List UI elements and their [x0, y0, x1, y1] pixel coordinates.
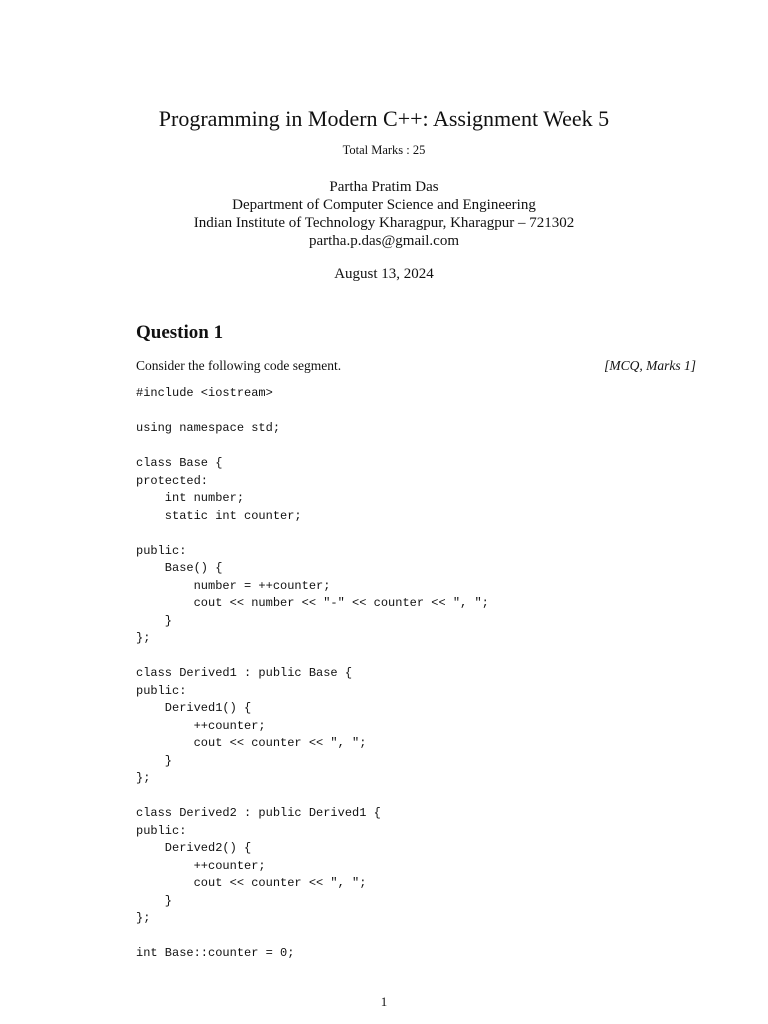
code-line: public: — [136, 823, 187, 838]
author-block — [0, 178, 768, 250]
document-date: August 13, 2024 — [334, 266, 434, 282]
author-email: partha.p.das@gmail.com — [308, 233, 460, 249]
code-line: class Base { — [136, 456, 223, 470]
code-line: protected: — [136, 473, 209, 488]
code-line: static int counter; — [136, 508, 302, 523]
code-line: Derived1() { — [136, 701, 252, 715]
code-line: Derived2() { — [136, 841, 252, 855]
code-line: class Derived2 : public Derived1 { — [136, 806, 381, 820]
code-line — [136, 403, 489, 421]
code-line: public: — [136, 543, 187, 558]
code-line — [136, 525, 489, 543]
code-line: number = ++counter; — [136, 578, 331, 593]
code-line — [136, 648, 489, 666]
code-line: class Derived1 : public Base { — [136, 666, 353, 680]
code-line: int number; — [136, 491, 245, 505]
code-line: public: — [136, 683, 187, 698]
author-name: Partha Pratim Das — [329, 179, 439, 195]
code-line: int Base::counter = 0; — [136, 946, 295, 960]
code-line: using namespace std; — [136, 421, 281, 435]
code-line: } — [136, 753, 173, 768]
question-tag: [MCQ, Marks 1] — [604, 358, 696, 373]
code-line: } — [136, 613, 173, 628]
code-line: Base() { — [136, 561, 223, 575]
question-intro: Consider the following code segment. — [136, 358, 342, 373]
total-marks: Total Marks : 25 — [342, 143, 426, 157]
code-line: } — [136, 893, 173, 908]
code-block — [136, 385, 489, 963]
code-line — [136, 788, 489, 806]
code-line: cout << number << "-" << counter << ", "; — [136, 596, 489, 610]
code-line: #include <iostream> — [136, 386, 273, 400]
code-line — [136, 438, 489, 456]
code-line: }; — [136, 631, 151, 645]
document-title: Programming in Modern C++: Assignment Week 5 — [158, 106, 610, 131]
page-number: 1 — [380, 994, 388, 1009]
question-heading: Question 1 — [136, 322, 224, 343]
code-line: }; — [136, 771, 151, 785]
code-line: ++counter; — [136, 718, 266, 733]
department-name: Department of Computer Science and Engineering — [232, 197, 536, 213]
institute-name: Indian Institute of Technology Kharagpur, Kharagpur – 721302 — [193, 215, 575, 231]
code-line: cout << counter << ", "; — [136, 876, 367, 890]
code-line: }; — [136, 911, 151, 925]
code-line — [136, 928, 489, 946]
code-line: ++counter; — [136, 858, 266, 873]
code-line: cout << counter << ", "; — [136, 736, 367, 750]
